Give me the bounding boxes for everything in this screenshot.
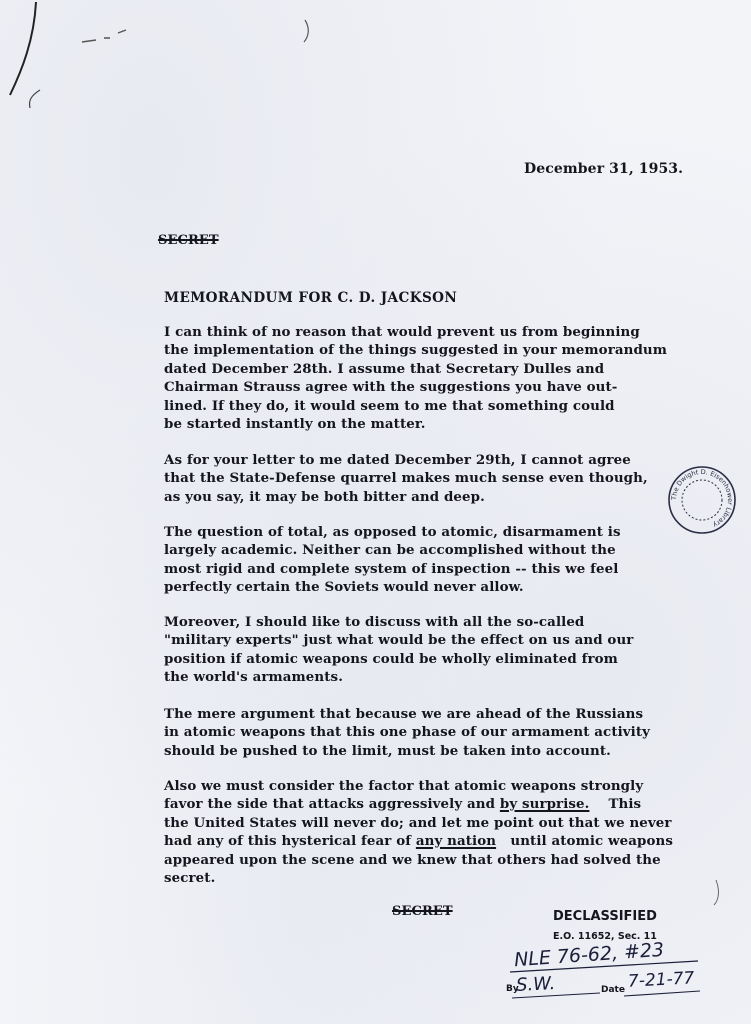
text-line: appeared upon the scene and we knew that others had solved the (164, 851, 661, 868)
text-line: dated December 28th. I assume that Secretary Dulles and (164, 360, 605, 377)
text-fragment: favor the side that attacks aggressively and (164, 796, 500, 813)
text-line: the world's armaments. (164, 669, 343, 686)
text-line: the United States will never do; and let me point out that we never (164, 814, 672, 831)
text-line: largely academic. Neither can be accomplished without the (164, 542, 616, 559)
text-line: perfectly certain the Soviets would never allow. (164, 579, 524, 596)
case-number-handwritten: NLE 76-62, #23 (513, 938, 665, 972)
memo-heading: MEMORANDUM FOR C. D. JACKSON (164, 290, 458, 306)
text-line: be started instantly on the matter. (164, 416, 426, 433)
text-line: Chairman Strauss agree with the suggestions you have out- (164, 379, 618, 396)
text-line: should be pushed to the limit, must be taken into account. (164, 742, 611, 759)
by-label: By (506, 984, 519, 994)
text-fragment: until atomic weapons (496, 833, 674, 850)
text-line: secret. (164, 870, 216, 887)
text-fragment: had any of this hysterical fear of (164, 833, 416, 850)
text-line: position if atomic weapons could be wholly eliminated from (164, 650, 618, 667)
by-initials-handwritten: S.W. (515, 972, 556, 997)
text-line: As for your letter to me dated December 29th, I cannot agree (164, 452, 631, 468)
text-fragment: This (589, 796, 642, 813)
text-line: Moreover, I should like to discuss with all the so-called (164, 614, 585, 630)
classification-bottom: SECRET (392, 904, 453, 919)
underlined-phrase: any nation (415, 833, 497, 850)
text-line: The mere argument that because we are ahead of the Russians (164, 706, 644, 722)
memo-date: December 31, 1953. (524, 161, 684, 177)
text-line: as you say, it may be both bitter and deep. (164, 488, 485, 505)
text-line: lined. If they do, it would seem to me that something could (164, 397, 615, 414)
text-line: most rigid and complete system of inspection -- this we feel (164, 560, 619, 577)
text-line: in atomic weapons that this one phase of our armament activity (164, 724, 651, 741)
declassification-date-handwritten: 7-21-77 (627, 968, 695, 992)
text-line: "military experts" just what would be the effect on us and our (164, 632, 634, 649)
declassification-authority: E.O. 11652, Sec. 11 (553, 931, 657, 942)
classification-top: SECRET (158, 233, 219, 248)
text-line: that the State-Defense quarrel makes much sense even though, (164, 470, 648, 487)
text-line: I can think of no reason that would prevent us from beginning (164, 324, 640, 340)
text-line: Also we must consider the factor that atomic weapons strongly (164, 778, 644, 794)
text-line: The question of total, as opposed to atomic, disarmament is (164, 524, 621, 540)
declassified-label: DECLASSIFIED (553, 909, 657, 924)
text-line: the implementation of the things suggested in your memorandum (164, 342, 668, 359)
stamp-text: The Dwight D. Eisenhower Library (669, 467, 735, 530)
date-label: Date (601, 985, 625, 995)
underlined-phrase: by surprise. (499, 796, 590, 813)
